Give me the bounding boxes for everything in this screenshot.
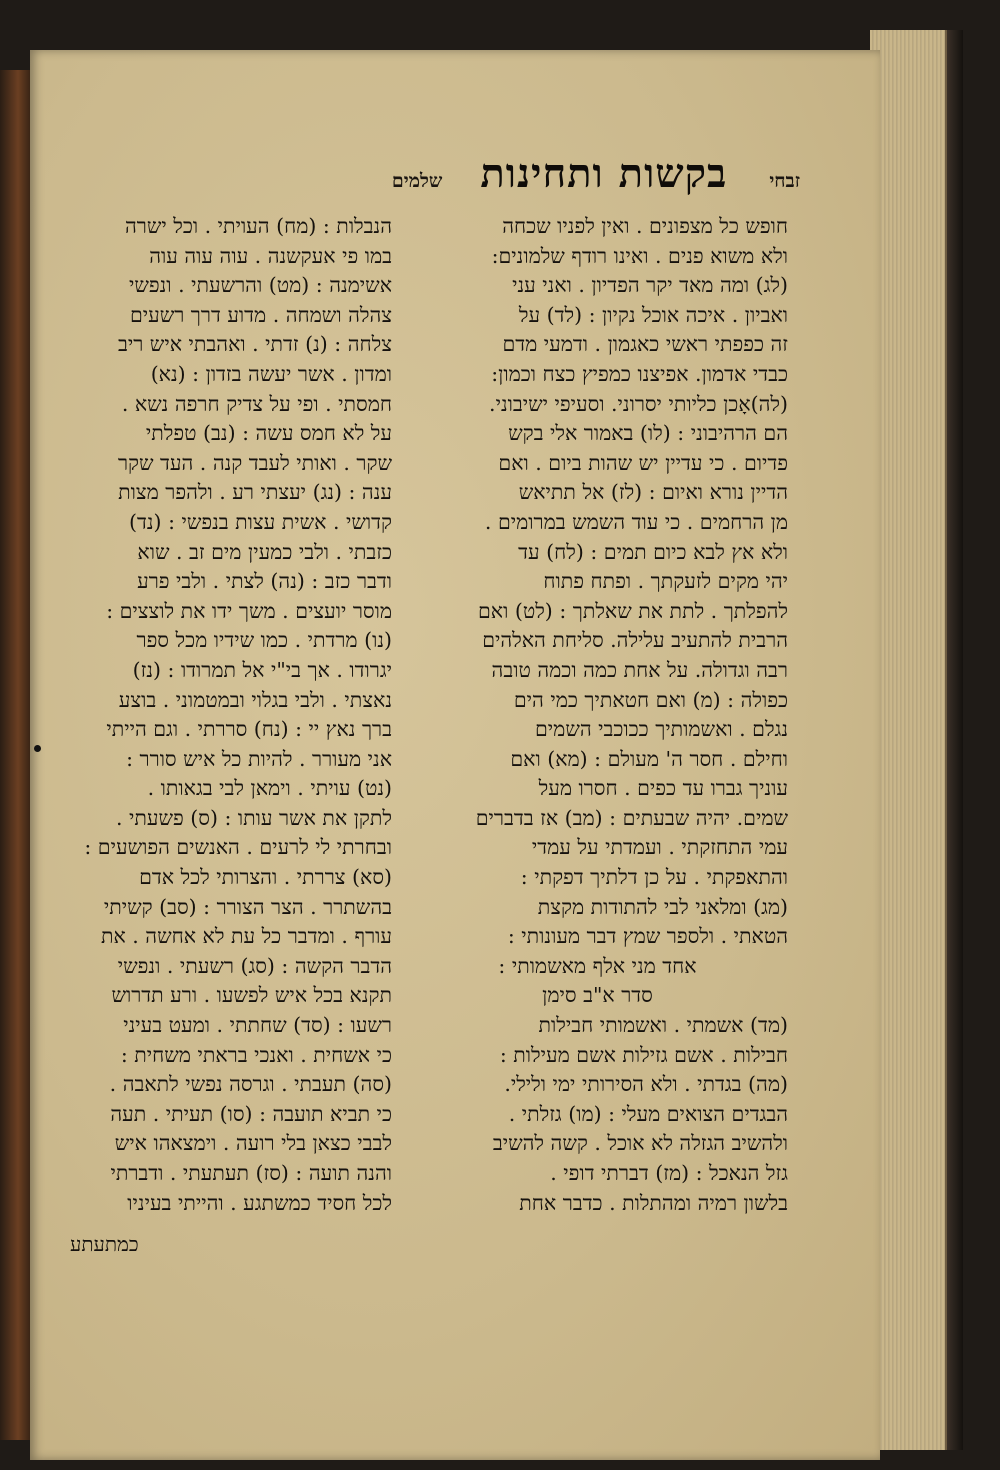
text-line: לתקן את אשר עותו : (ס) פשעתי .	[116, 805, 392, 830]
text-line: חמסתי . ופי על צדיק חרפה נשא .	[121, 391, 392, 416]
text-line: נאצתי . ולבי בגלוי ובמטמוני . בוצע	[118, 687, 392, 712]
text-line: ובחרתי לי לרעים . האנשים הפושעים :	[84, 835, 392, 860]
text-line: ברך נאץ יי : (נח) סררתי . וגם הייתי	[106, 717, 392, 742]
text-line: כי תביא תועבה : (סו) תעיתי . תעה	[110, 1101, 392, 1126]
text-line: עמי התחזקתי . ועמדתי על עמדי	[531, 835, 788, 860]
text-line: עורף . ומדבר כל עת לא אחשה . את	[100, 924, 392, 949]
text-line: זה כפפתי ראשי כאגמון . ודמעי מדם	[502, 332, 788, 357]
text-line: וחילם . חסר ה' מעולם : (מא) ואם	[510, 746, 788, 771]
header-title: בקשות ותחינות	[480, 150, 728, 197]
text-line: אחד מני אלף מאשמותי :	[498, 953, 697, 978]
text-line: בהשתרר . הצר הצורר : (סב) קשיתי	[103, 894, 392, 919]
text-line: ענה : (נג) יעצתי רע . ולהפר מצות	[118, 480, 392, 505]
text-line: חבילות . אשם גזילות אשם מעילות :	[499, 1042, 788, 1067]
text-line: ולהשיב הגזלה לא אוכל . קשה להשיב	[492, 1131, 788, 1156]
text-line: (מג) ומלאני לבי להתודות מקצת	[537, 894, 788, 919]
running-header	[40, 150, 800, 210]
text-column-right	[407, 212, 788, 1218]
text-line: הדיין נורא ואיום : (לז) אל תתיאש	[518, 480, 788, 505]
text-line: הטאתי . ולספר שמץ דבר מעונותי :	[507, 924, 788, 949]
text-line: יהי מקים לזעקתך . ופתח פתוח	[543, 569, 788, 594]
text-line: גזל הנאכל : (מז) דברתי דופי .	[550, 1161, 788, 1185]
text-line: קדושי . אשית עצות בנפשי : (נד)	[129, 509, 392, 534]
text-line: אני מעורר . להיות כל איש סורר :	[126, 746, 392, 771]
text-line: כזבתי . ולבי כמעין מים זב . שוא	[137, 539, 392, 564]
text-line: נגלם . ואשמותיך ככוכבי השמים	[535, 717, 788, 742]
text-line: לכל חסיד כמשתגע . והייתי בעיניו	[127, 1190, 392, 1215]
text-line: ולא משוא פנים . ואינו רודף שלמונים:	[491, 243, 788, 268]
text-line: והנה תועה : (סז) תעתעתי . ודברתי	[110, 1161, 392, 1185]
text-line: הדבר הקשה : (סג) רשעתי . ונפשי	[117, 953, 392, 978]
text-line: ואביון . איכה אוכל נקיון : (לד) על	[518, 302, 788, 327]
text-line: הנבלות : (מח) העויתי . וכל ישרה	[125, 214, 392, 238]
text-line: תקנא בכל איש לפשעו . ורע תדרוש	[111, 983, 392, 1008]
text-line: להפלתך . לתת את שאלתך : (לט) ואם	[477, 598, 788, 623]
text-line: (סה) תעבתי . וגרסה נפשי לתאבה .	[109, 1072, 392, 1097]
text-line: יגרודו . אך בי"י אל תמרודו : (נז)	[132, 657, 392, 682]
text-line: (נו) מרדתי . כמו שידיו מכל ספר	[136, 628, 392, 653]
text-line: (נט) עויתי . וימאן לבי בגאותו .	[147, 776, 392, 801]
adjacent-page-edge	[0, 70, 30, 1440]
text-line: לבבי כצאן בלי רועה . וימצאהו איש	[114, 1131, 392, 1156]
text-line: אשימנה : (מט) והרשעתי . ונפשי	[129, 273, 392, 298]
text-line: כפולה : (מ) ואם חטאתיך כמי הים	[513, 687, 788, 712]
text-line: ומדון . אשר יעשה בזדון : (נא)	[150, 361, 392, 386]
text-line: שקר . ואותי לעבד קנה . העד שקר	[117, 450, 392, 475]
text-line: ודבר כזב : (נה) לצתי . ולבי פרע	[137, 569, 392, 594]
text-line: על לא חמס עשה : (נב) טפלתי	[145, 421, 392, 446]
text-line: (לג) ומה מאד יקר הפדיון . ואני עני	[512, 273, 788, 298]
text-line: הם הרהיבוני : (לו) באמור אלי בקש	[508, 421, 788, 446]
text-line: רשעו : (סד) שחתתי . ומעט בעיני	[123, 1013, 392, 1038]
text-line: מוסר יועצים . משך ידו את לוצצים :	[106, 598, 392, 623]
text-line: בלשון רמיה ומהתלות . כדבר אחת	[519, 1190, 788, 1215]
text-line: והתאפקתי . על כן דלתיך דפקתי :	[520, 865, 788, 890]
header-section-label: זבחי	[769, 170, 800, 192]
text-line: (מד) אשמתי . ואשמותי חבילות	[538, 1013, 788, 1038]
ink-dot	[34, 745, 41, 752]
text-line: (מה) בגדתי . ולא הסירותי ימי ולילי.	[504, 1072, 788, 1097]
text-line: כי אשחית . ואנכי בראתי משחית :	[120, 1042, 392, 1067]
text-line: שמים. יהיה שבעתים : (מב) אז בדברים	[475, 805, 788, 830]
text-line: סדר א"ב סימן	[542, 983, 653, 1008]
text-line: הרבית להתעיב עלילה. סליחת האלהים	[482, 628, 788, 653]
text-column-left	[62, 212, 392, 1218]
text-line: פדיום . כי עדיין יש שהות ביום . ואם	[498, 450, 788, 475]
text-line: ולא אץ לבא כיום תמים : (לח) עד	[518, 539, 788, 564]
text-line: במו פי אעקשנה . עוה עוה עוה	[149, 243, 392, 268]
header-subtitle: שלמים	[391, 170, 443, 192]
text-line: (לה)אָכן כליותי יסרוני. וסעיפי ישיבוני.	[489, 391, 788, 416]
text-line: חופש כל מצפונים . ואין לפניו שכחה	[502, 214, 788, 238]
text-line: הבגדים הצואים מעלי : (מו) גזלתי .	[508, 1101, 788, 1126]
page-stack-edge	[870, 30, 947, 1450]
catchword: כמתעתע	[70, 1232, 139, 1256]
text-line: צלחה : (נ) זדתי . ואהבתי איש ריב	[117, 332, 392, 357]
text-line: כבדי אדמון. אפיצנו כמפיץ כצח וכמון:	[491, 361, 788, 386]
text-line: מן הרחמים . כי עוד השמש במרומים .	[484, 509, 788, 534]
text-line: עוניך גברו עד כפים . חסרו מעל	[538, 776, 788, 801]
text-line: (סא) צררתי . והצרותי לכל אדם	[139, 865, 392, 890]
text-line: רבה וגדולה. על אחת כמה וכמה טובה	[491, 657, 788, 682]
text-line: צהלה ושמחה . מדוע דרך רשעים	[129, 302, 392, 327]
